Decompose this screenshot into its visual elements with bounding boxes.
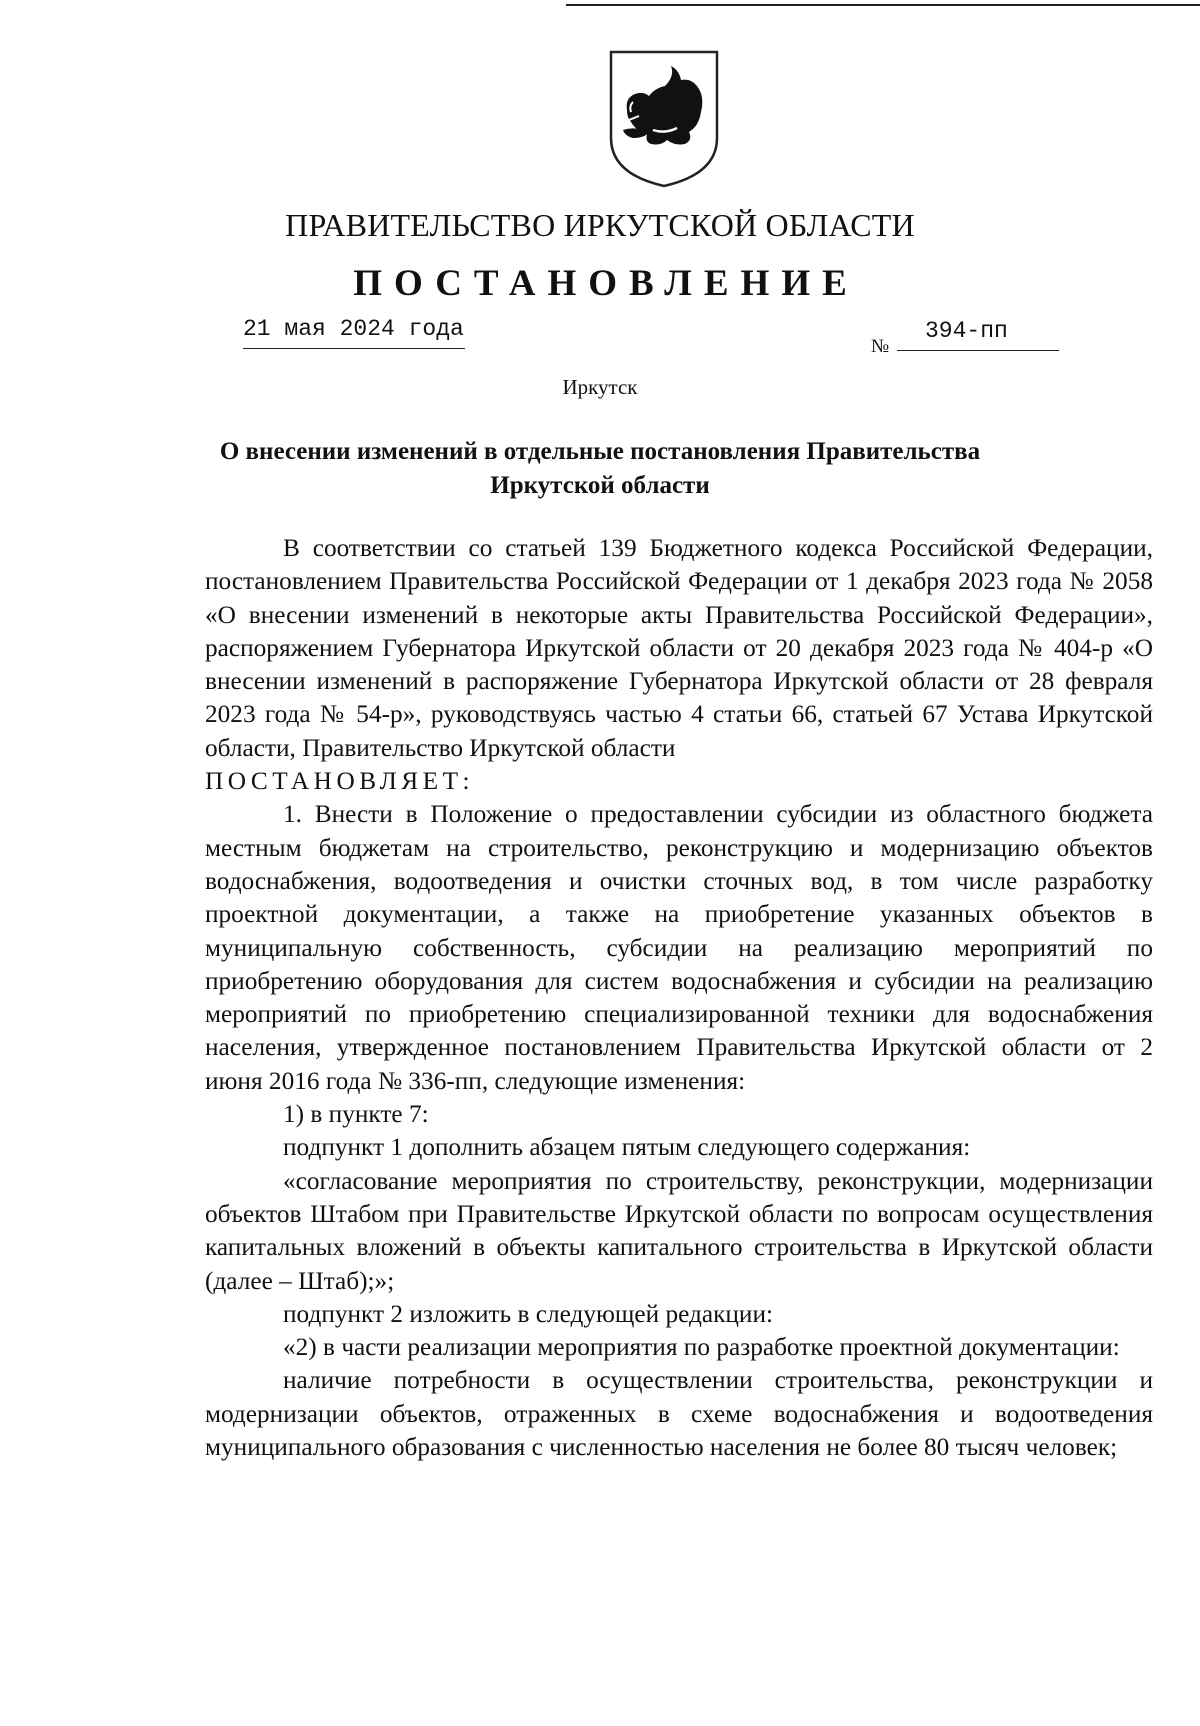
subitem-paragraph: «2) в части реализации мероприятия по разработке проектной документации: [283, 1333, 1120, 1362]
document-title: О внесении изменений в отдельные постановления Правительства Иркутской области [219, 438, 981, 499]
top-rule [566, 4, 1200, 6]
preamble-paragraph: В соответствии со статьей 139 Бюджетного кодекса Российской Федерации, постановлением Правительства Российской Федерации от 1 декабря 2023 года № 2058 «О внесении изменений в некоторые акты Правительства Российской Федерации», распоряжением Губернатора Иркутской области от 20 декабря 2023 года № 404-р «О внесении изменений в распоряжение Губернатора Иркутской области от 28 февраля 2023 года № 54-р», руководствуясь частью 4 статьи 66, статьей 67 Устава Иркутской области, Правительство Иркутской области [205, 534, 1153, 762]
resolves-heading: ПОСТАНОВЛЯЕТ: [205, 767, 475, 796]
subitem-paragraph: подпункт 2 изложить в следующей редакции: [283, 1299, 774, 1328]
coat-of-arms-icon [605, 46, 723, 190]
subitem-paragraph: «согласование мероприятия по строительству, реконструкции, модернизации объектов Штабом при Правительстве Иркутской области по вопросам осуществления капитальных вложений в объекты капитального строительства в Иркутской области (далее – Штаб);»; [205, 1166, 1153, 1295]
government-name: ПРАВИТЕЛЬСТВО ИРКУТСКОЙ ОБЛАСТИ [285, 207, 915, 243]
document-body [205, 532, 1153, 1464]
subitem-paragraph: подпункт 1 дополнить абзацем пятым следующего содержания: [283, 1133, 971, 1162]
document-date: 21 мая 2024 года [243, 316, 465, 349]
document-number: 394-пп [897, 318, 1059, 351]
subitem-paragraph: наличие потребности в осуществлении строительства, реконструкции и модернизации объектов, отраженных в схеме водоснабжения и водоотведения муниципального образования с численностью населения не более 80 тысяч человек; [205, 1366, 1153, 1462]
city: Иркутск [562, 375, 638, 399]
item-1-paragraph: 1. Внести в Положение о предоставлении субсидии из областного бюджета местным бюджетам на строительство, реконструкцию и модернизацию объектов водоснабжения, водоотведения и очистки сточных вод, в том числе разработку проектной документации, а также на приобретение указанных объектов в муниципальную собственность, субсидии на реализацию мероприятий по приобретению оборудования для систем водоснабжения и субсидии на реализацию мероприятий по приобретению специализированной техники для водоснабжения населения, утвержденное постановлением Правительства Иркутской области от 2 июня 2016 года № 336-пп, следующие изменения: [205, 800, 1153, 1095]
document-type: ПОСТАНОВЛЕНИЕ [353, 263, 859, 304]
number-sign: № [871, 336, 890, 357]
subitem-paragraph: 1) в пункте 7: [283, 1100, 429, 1129]
